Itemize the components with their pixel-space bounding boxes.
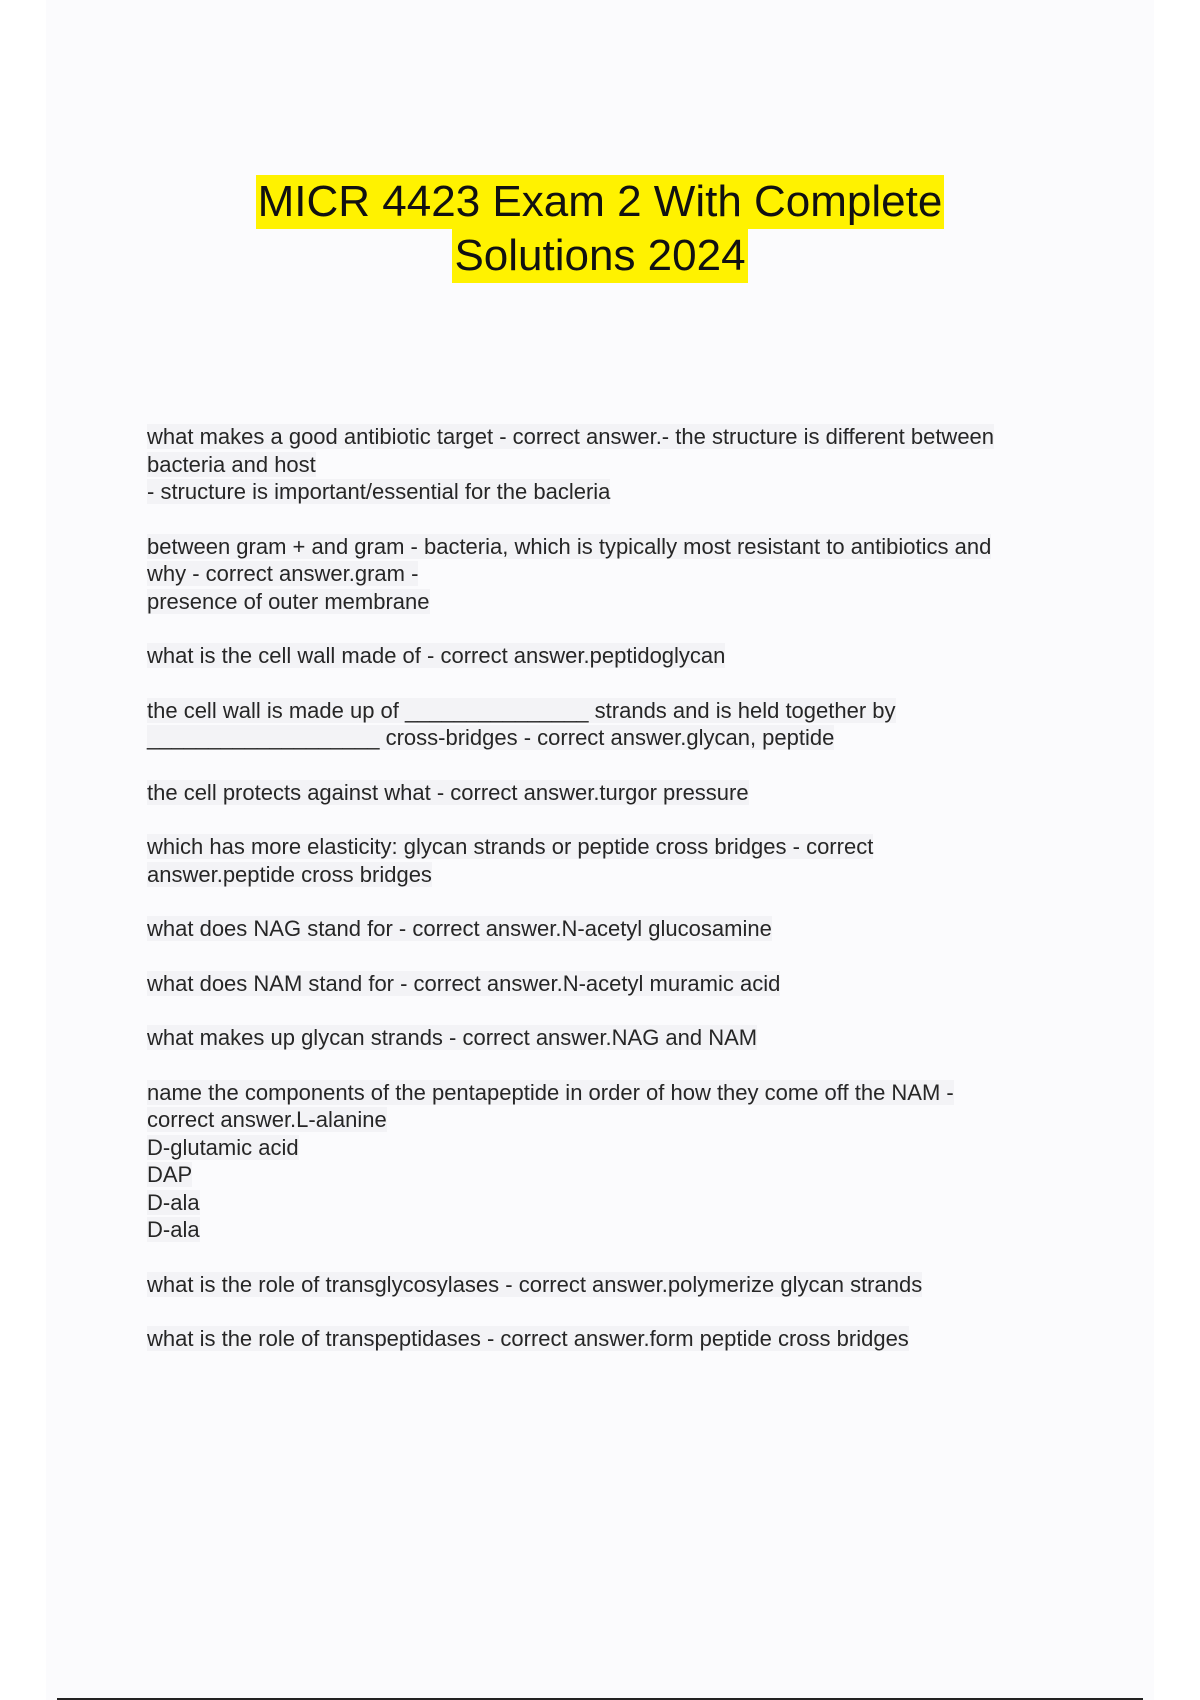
qa-text: which has more elasticity: glycan strands or peptide cross bridges - correct answer.peptide cross bridges [147, 834, 874, 887]
qa-text: the cell protects against what - correct answer.turgor pressure [147, 779, 749, 805]
qa-item [147, 697, 1107, 752]
qa-item [147, 970, 1107, 998]
qa-text: what does NAG stand for - correct answer.N-acetyl glucosamine [147, 916, 772, 941]
qa-text: the cell wall is made up of _______________ strands and is held together by ___________________ cross-bridges - correct answer.glycan, peptide [147, 697, 896, 750]
title-line-2: Solutions 2024 [452, 229, 747, 283]
qa-item [147, 779, 1107, 807]
qa-text: what makes a good antibiotic target - correct answer.- the structure is different between bacteria and host - structure is important/essential for the bacleria [147, 424, 995, 504]
qa-text: what does NAM stand for - correct answer.N-acetyl muramic acid [147, 970, 781, 996]
qa-item [147, 1271, 1107, 1299]
qa-item [147, 1024, 1107, 1052]
qa-text: what is the cell wall made of - correct answer.peptidoglycan [147, 643, 726, 668]
document-title [0, 175, 1200, 283]
qa-item [147, 833, 1107, 888]
qa-text: what is the role of transpeptidases - correct answer.form peptide cross bridges [147, 1326, 909, 1351]
document-page [46, 0, 1154, 1700]
qa-item [147, 1079, 1107, 1244]
qa-item [147, 423, 1107, 506]
qa-item [147, 642, 1107, 670]
title-line-1: MICR 4423 Exam 2 With Complete [256, 175, 945, 229]
qa-item [147, 915, 1107, 943]
qa-list [147, 423, 1107, 1380]
qa-text: what makes up glycan strands - correct answer.NAG and NAM [147, 1025, 758, 1050]
qa-item [147, 1325, 1107, 1353]
qa-text: what is the role of transglycosylases - correct answer.polymerize glycan strands [147, 1271, 923, 1297]
qa-text: name the components of the pentapeptide in order of how they come off the NAM - correct answer.L-alanine D-glutamic acid DAP D-ala D-ala [147, 1079, 954, 1242]
qa-item [147, 533, 1107, 616]
qa-text: between gram + and gram - bacteria, which is typically most resistant to antibiotics and why - correct answer.gram - presence of outer membrane [147, 533, 992, 614]
